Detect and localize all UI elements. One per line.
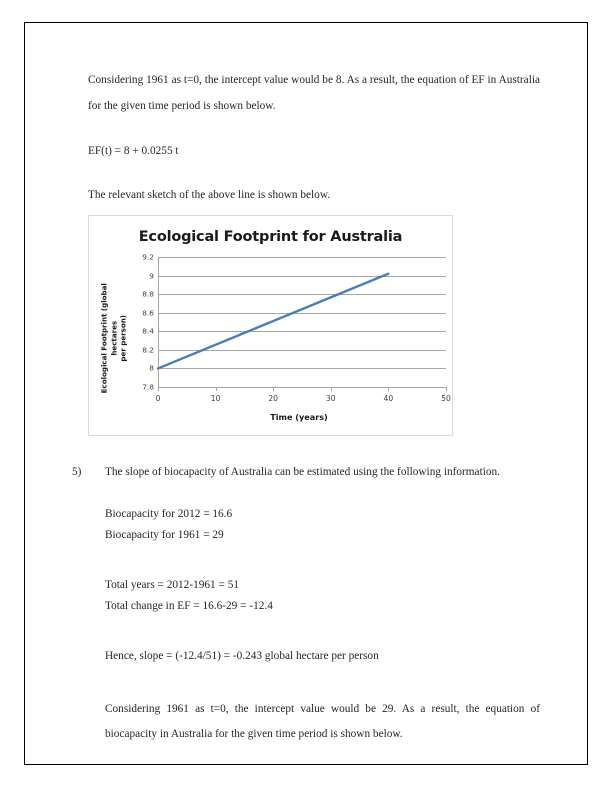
chart-y-tick-label: 8.6 xyxy=(142,308,154,318)
spacer xyxy=(88,119,540,141)
chart-y-tick-label: 8 xyxy=(149,363,154,373)
chart-x-tick-mark xyxy=(216,387,217,391)
chart-y-tick-label: 9.2 xyxy=(142,252,154,262)
chart-title: Ecological Footprint for Australia xyxy=(138,229,403,245)
chart-x-tick-mark xyxy=(446,387,447,391)
chart-y-tick-label: 8.4 xyxy=(142,326,154,336)
chart-x-tick-label: 0 xyxy=(155,394,161,403)
chart-y-tick-label: 9 xyxy=(149,271,154,281)
chart-gridline xyxy=(158,387,446,388)
chart-y-axis-title xyxy=(99,276,128,401)
spacer xyxy=(88,161,540,183)
paragraph-intercept-biocapacity: Considering 1961 as t=0, the intercept value would be 29. As a result, the equation of biocapacity in Australia for the given time period is shown below. xyxy=(105,702,540,740)
slope-line: Hence, slope = (-12.4/51) = -0.243 global hectare per person xyxy=(105,650,379,662)
chart-y-tick-label: 8.8 xyxy=(142,289,154,299)
y-axis-title-line-2: per person) xyxy=(118,314,128,362)
spacer xyxy=(88,667,540,697)
chart-x-tick-mark xyxy=(273,387,274,391)
paragraph-sketch-note: The relevant sketch of the above line is shown below. xyxy=(88,189,331,201)
chart-x-axis-title: Time (years) xyxy=(270,412,328,422)
total-years-line: Total years = 2012-1961 = 51 xyxy=(105,579,239,591)
chart-y-tick-label: 7.8 xyxy=(142,382,154,392)
chart-x-tick-mark xyxy=(158,387,159,391)
biocapacity-2012-line: Biocapacity for 2012 = 16.6 xyxy=(105,508,233,520)
totals-block xyxy=(88,575,540,616)
chart-y-tick-label: 8.2 xyxy=(142,345,154,355)
chart-x-tick-label: 40 xyxy=(383,394,394,403)
chart-x-tick-label: 50 xyxy=(441,394,451,403)
list-item-5-text: The slope of biocapacity of Australia can be estimated using the following information. xyxy=(105,466,500,478)
document-body-lower xyxy=(72,462,540,748)
chart-series-line xyxy=(158,257,446,387)
biocapacity-1961-line: Biocapacity for 1961 = 29 xyxy=(105,528,224,541)
document-body xyxy=(88,68,540,209)
spacer xyxy=(88,616,540,646)
total-change-line: Total change in EF = 16.6-29 = -12.4 xyxy=(105,599,273,612)
equation-ef: EF(t) = 8 + 0.0255 t xyxy=(88,145,179,157)
biocapacity-values xyxy=(88,504,540,545)
slope-block xyxy=(88,646,540,667)
y-axis-title-line-1: Ecological Footprint (global hectares xyxy=(99,283,118,394)
paragraph-intercept-biocapacity-wrap xyxy=(88,697,540,748)
chart-x-tick-mark xyxy=(331,387,332,391)
spacer xyxy=(88,482,540,504)
ecological-footprint-chart xyxy=(88,215,453,436)
chart-plot-area xyxy=(142,252,451,403)
chart-x-tick-label: 20 xyxy=(268,394,279,403)
paragraph-intercept-ef: Considering 1961 as t=0, the intercept value would be 8. As a result, the equation of EF in Australia for the given time period is shown below. xyxy=(88,74,540,112)
list-item-5 xyxy=(72,462,540,482)
chart-x-tick-mark xyxy=(388,387,389,391)
chart-x-tick-label: 10 xyxy=(210,394,221,403)
list-item-5-marker: 5) xyxy=(72,466,82,478)
spacer xyxy=(88,545,540,575)
chart-x-tick-label: 30 xyxy=(325,394,336,403)
